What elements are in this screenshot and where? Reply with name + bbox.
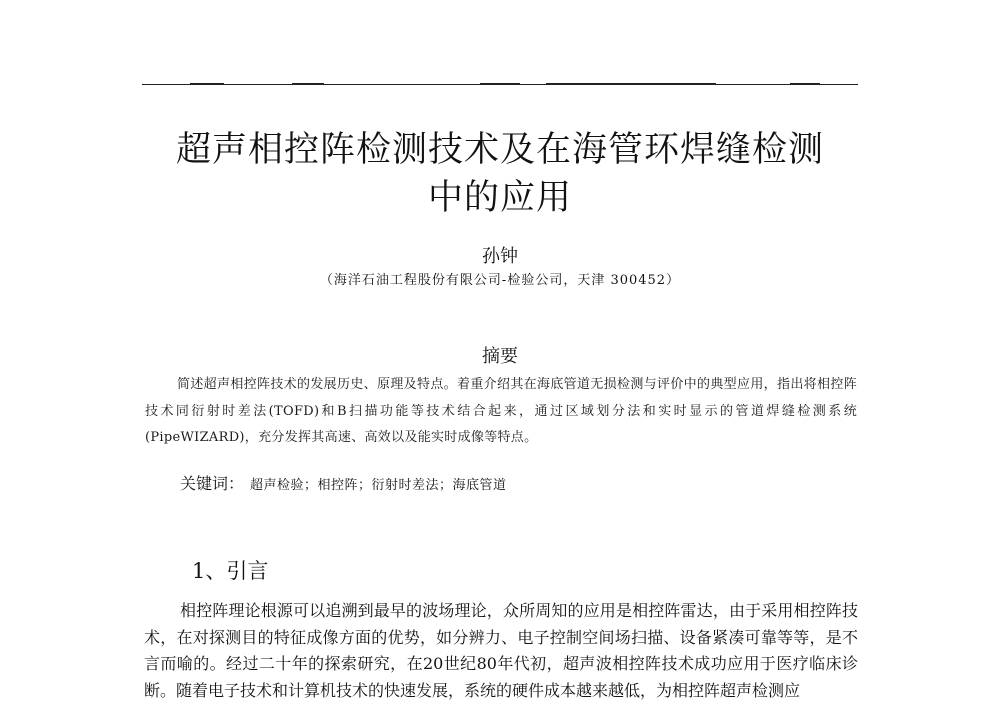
- section-body-text: 相控阵理论根源可以追溯到最早的波场理论，众所周知的应用是相控阵雷达，由于采用相控阵技术，在对探测目的特征成像方面的优势，如分辨力、电子控制空间场扫描、设备紧凑可靠等等，是不言而喻的。经过二十年的探索研究，在20世纪80年代初，超声波相控阵技术成功应用于医疗临床诊断。随着电子技术和计算机技术的快速发展，系统的硬件成本越来越低，为相控阵超声检测应: [144, 601, 858, 700]
- header-rule-segment: [292, 83, 324, 85]
- header-rule-segment: [546, 83, 716, 85]
- abstract-heading: 摘要: [482, 346, 518, 367]
- abstract-text: 简述超声相控阵技术的发展历史、原理及特点。着重介绍其在海底管道无损检测与评价中的典型应用，指出将相控阵技术同衍射时差法(TOFD)和B扫描功能等技术结合起来，通过区域划分法和实时显示的管道焊缝检测系统(PipeWIZARD)，充分发挥其高速、高效以及能实时成像等特点。: [145, 377, 857, 445]
- author-name: 孙钟: [482, 246, 518, 267]
- paper-title-line1: 超声相控阵检测技术及在海管环焊缝检测: [175, 130, 824, 170]
- keywords-label: 关键词：: [180, 474, 245, 493]
- header-rule-segment: [480, 83, 520, 85]
- keywords: [180, 472, 860, 498]
- author-affiliation: （海洋石油工程股份有限公司-检验公司，天津 300452）: [319, 273, 681, 288]
- section-heading: 1、引言: [192, 559, 269, 583]
- paper-title-line2: 中的应用: [427, 178, 572, 218]
- header-rule-segment: [790, 83, 820, 85]
- paper-title: [140, 126, 860, 222]
- header-rule-segment: [190, 83, 224, 85]
- keywords-values: 超声检验；相控阵；衍射时差法；海底管道: [250, 478, 507, 493]
